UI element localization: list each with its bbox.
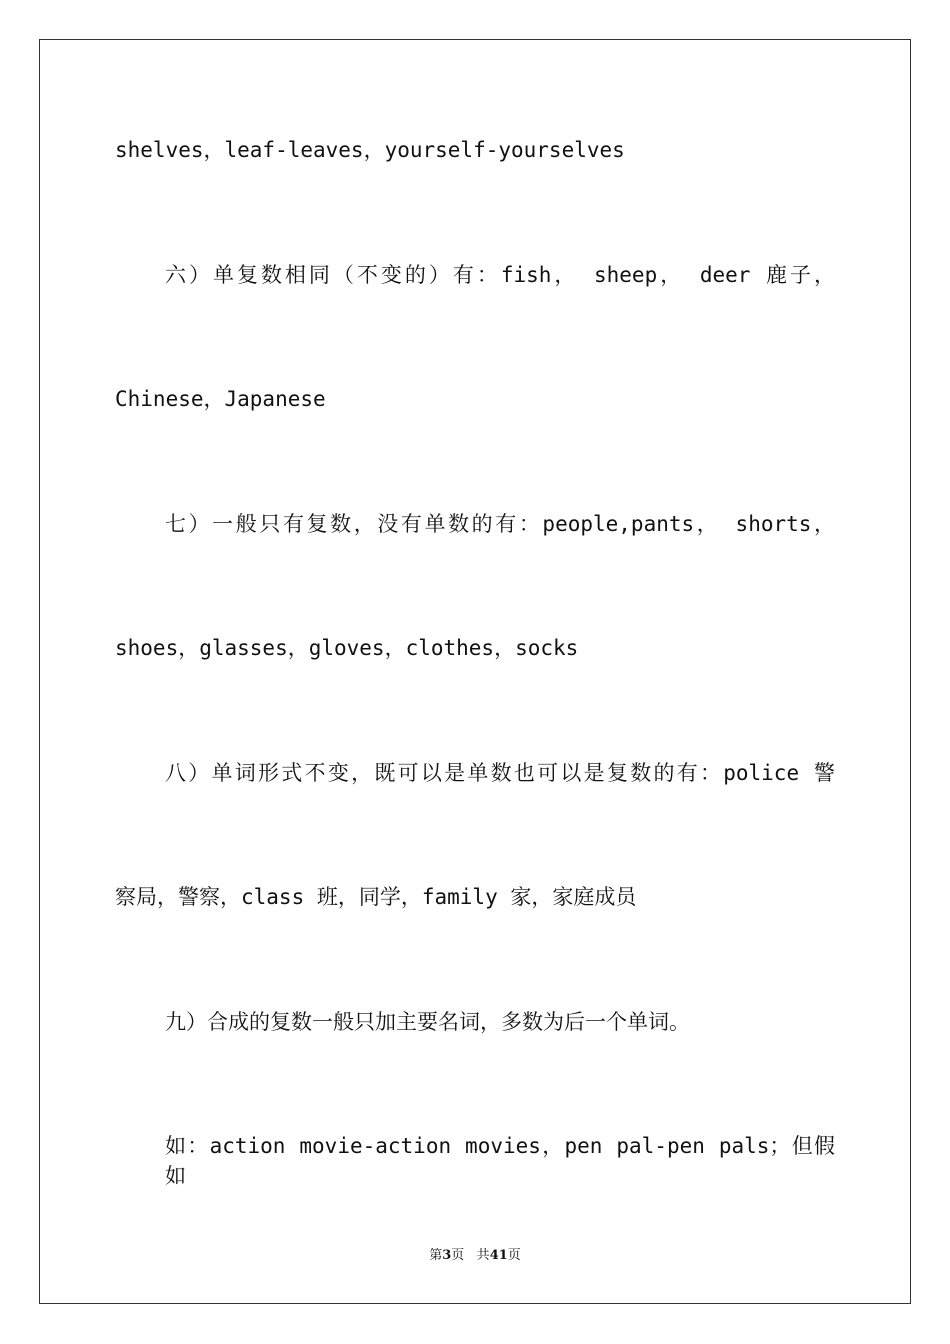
text-line-4: 七）一般只有复数，没有单数的有：people,pants， shorts， [165, 512, 835, 536]
text-line-7: 察局，警察，class 班，同学，family 家，家庭成员 [115, 885, 637, 909]
text-line-2: 六）单复数相同（不变的）有：fish， sheep， deer 鹿子， [165, 263, 835, 287]
text-line-9: 如：action movie-action movies，pen pal-pen pals；但假如 [165, 1134, 835, 1188]
footer-prefix: 第 [429, 1248, 443, 1263]
text-line-8: 九）合成的复数一般只加主要名词，多数为后一个单词。 [165, 1010, 690, 1034]
page-border [39, 39, 911, 1304]
footer-total-suffix: 页 [507, 1248, 521, 1263]
footer-total-pages: 41 [489, 1248, 508, 1263]
text-line-1: shelves，leaf-leaves，yourself-yourselves [115, 138, 625, 162]
text-line-5: shoes，glasses，gloves，clothes，socks [115, 636, 579, 660]
footer-total-prefix: 共 [476, 1248, 490, 1263]
text-line-6: 八）单词形式不变，既可以是单数也可以是复数的有：police 警 [165, 761, 835, 785]
footer-current-page: 3 [442, 1248, 452, 1263]
footer-page-suffix: 页 [451, 1248, 465, 1263]
text-line-3: Chinese，Japanese [115, 387, 326, 411]
page-footer [0, 1247, 950, 1265]
